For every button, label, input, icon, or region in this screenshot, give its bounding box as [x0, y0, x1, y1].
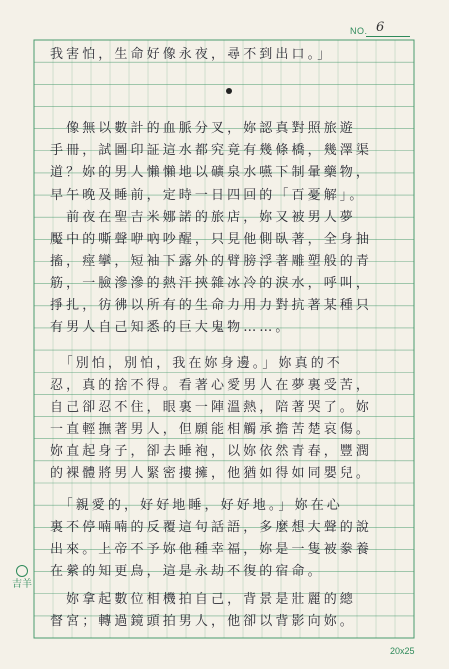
text-line: 的裸體將男人緊密摟擁，他猶如得如同嬰兒。	[50, 466, 373, 481]
text-line: 前夜在聖吉米娜諾的旅店，妳又被男人夢	[50, 210, 356, 225]
text-line: 搐，痙攣，短袖下露外的臂膀浮著雕塑般的青	[50, 254, 373, 269]
text-line: 魘中的嘶聲咿吶吵醒，只見他側臥著，全身抽	[50, 232, 373, 247]
text-line: 有男人自己知悉的巨大鬼物……。	[50, 320, 292, 335]
text-line: 出來。上帝不予妳他種幸福，妳是一隻被豢養	[50, 542, 373, 557]
text-line: 道？妳的男人懶懶地以礦泉水嚥下制暈藥物，	[50, 165, 373, 180]
text-line: 像無以數計的血脈分叉，妳認真對照旅遊	[50, 121, 356, 136]
text-line	[50, 90, 410, 107]
text-line: 裏不停喃喃的反覆這句話語，多麼想大聲的說	[50, 520, 373, 535]
text-line: 「別怕，別怕，我在妳身邊。」妳真的不	[50, 356, 343, 371]
page-number-underline	[366, 36, 410, 37]
text-line	[50, 68, 410, 85]
text-line: 手冊，試圖印証這水都究竟有幾條橋，幾澤渠	[50, 143, 373, 158]
publisher-logo	[12, 565, 32, 591]
text-line: 忍，真的捨不得。看著心愛男人在夢裏受苦，	[50, 378, 373, 393]
text-line: 我害怕，生命好像永夜，尋不到出口。」	[50, 47, 334, 62]
text-line: 妳直起身子，卻去睡袍，以妳依然青春，豐潤	[50, 444, 373, 459]
text-line: 「親愛的，好好地睡，好好地。」妳在心	[50, 498, 343, 513]
grid-size-label: 20x25	[390, 646, 415, 656]
page-number-label: NO.	[350, 26, 368, 36]
text-line: 掙扎，彷彿以所有的生命力用力對抗著某種只	[50, 298, 373, 313]
logo-text: 吉羊	[12, 579, 32, 590]
text-line: 早午晚及睡前，定時一日四回的「百憂解」。	[50, 188, 366, 203]
text-line: 自己卻忍不住，眼裏一陣溫熱，陪著哭了。妳	[50, 400, 373, 415]
page-number: 6	[376, 20, 385, 35]
text-line: 一直輕撫著男人，但願能相觸承擔苦楚哀傷。	[50, 422, 373, 437]
text-line: 筋，一臉滲滲的熱汗挾雜冰冷的淚水，呼叫，	[50, 276, 373, 291]
text-line: 督宮；轉過鏡頭拍男人，他卻以背影向妳。	[50, 614, 356, 629]
text-line: 妳拿起數位相機拍自己，背景是壯麗的總	[50, 592, 356, 607]
logo-mark-icon	[16, 565, 28, 577]
text-line: 在縈的知更鳥，這是永劫不復的宿命。	[50, 564, 324, 579]
